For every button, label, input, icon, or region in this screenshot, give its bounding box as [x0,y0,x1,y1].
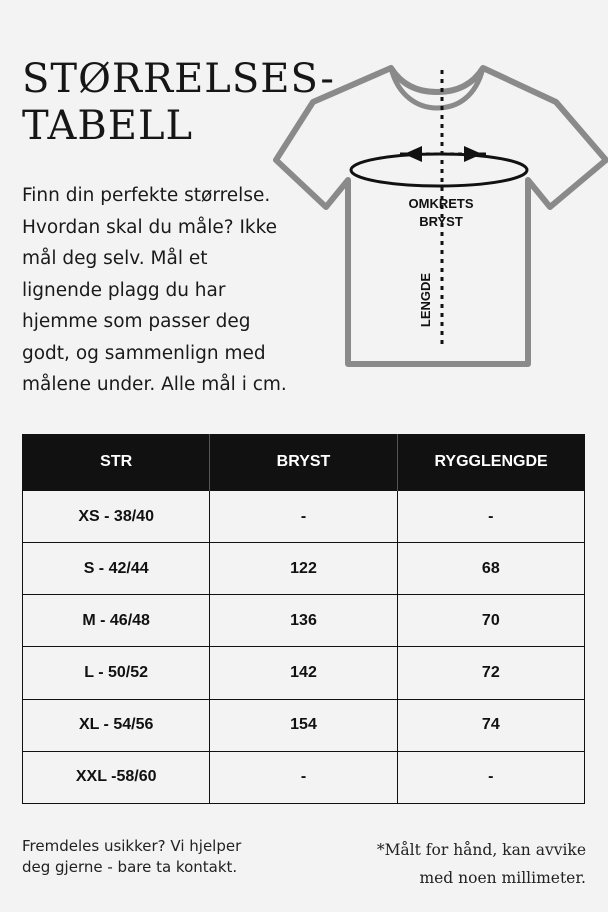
header-str: STR [23,434,210,491]
disclaimer-line: *Målt for hånd, kan avvike [376,841,586,859]
length-cell: 70 [397,595,584,647]
table-row [23,595,585,647]
intro-line: godt, og sammenlign med [22,342,266,364]
help-note [22,836,322,878]
size-cell: L - 50/52 [23,647,210,699]
size-cell: XXL -58/60 [23,751,210,803]
length-cell: - [397,491,584,543]
help-note-line: deg gjerne - bare ta kontakt. [22,858,238,876]
help-note-line: Fremdeles usikker? Vi hjelper [22,837,242,855]
measurement-disclaimer [306,836,586,892]
table-row [23,543,585,595]
length-cell: 68 [397,543,584,595]
header-rygglengde: RYGGLENGDE [397,434,584,491]
title-line-2: TABELL [22,103,194,149]
chest-label-1: OMKRETS [408,196,474,211]
table-row [23,751,585,803]
chest-cell: 122 [210,543,397,595]
tshirt-measurement-diagram [268,62,608,372]
size-cell: S - 42/44 [23,543,210,595]
size-table [22,434,585,804]
chest-cell: 154 [210,699,397,751]
intro-line: hjemme som passer deg [22,311,251,332]
title-line-1: STØRRELSES- [22,56,335,102]
chest-label-2: BRYST [419,214,463,229]
intro-line: målene under. Alle mål i cm. [22,374,287,395]
size-cell: XS - 38/40 [23,491,210,543]
length-cell: 74 [397,699,584,751]
size-cell: M - 46/48 [23,595,210,647]
intro-line: lignende plagg du har [22,279,226,301]
intro-line: mål deg selv. Mål et [22,248,208,269]
chest-cell: - [210,491,397,543]
table-row [23,647,585,699]
table-row [23,491,585,543]
table-header-row [23,434,585,491]
table-row [23,699,585,751]
chest-cell: - [210,751,397,803]
size-cell: XL - 54/56 [23,699,210,751]
header-bryst: BRYST [210,434,397,491]
chest-cell: 136 [210,595,397,647]
length-label: LENGDE [418,272,433,328]
intro-line: Finn din perfekte størrelse. [22,185,271,206]
chest-cell: 142 [210,647,397,699]
length-cell: 72 [397,647,584,699]
disclaimer-line: med noen millimeter. [419,869,586,887]
intro-line: Hvordan skal du måle? Ikke [22,216,278,238]
length-cell: - [397,751,584,803]
